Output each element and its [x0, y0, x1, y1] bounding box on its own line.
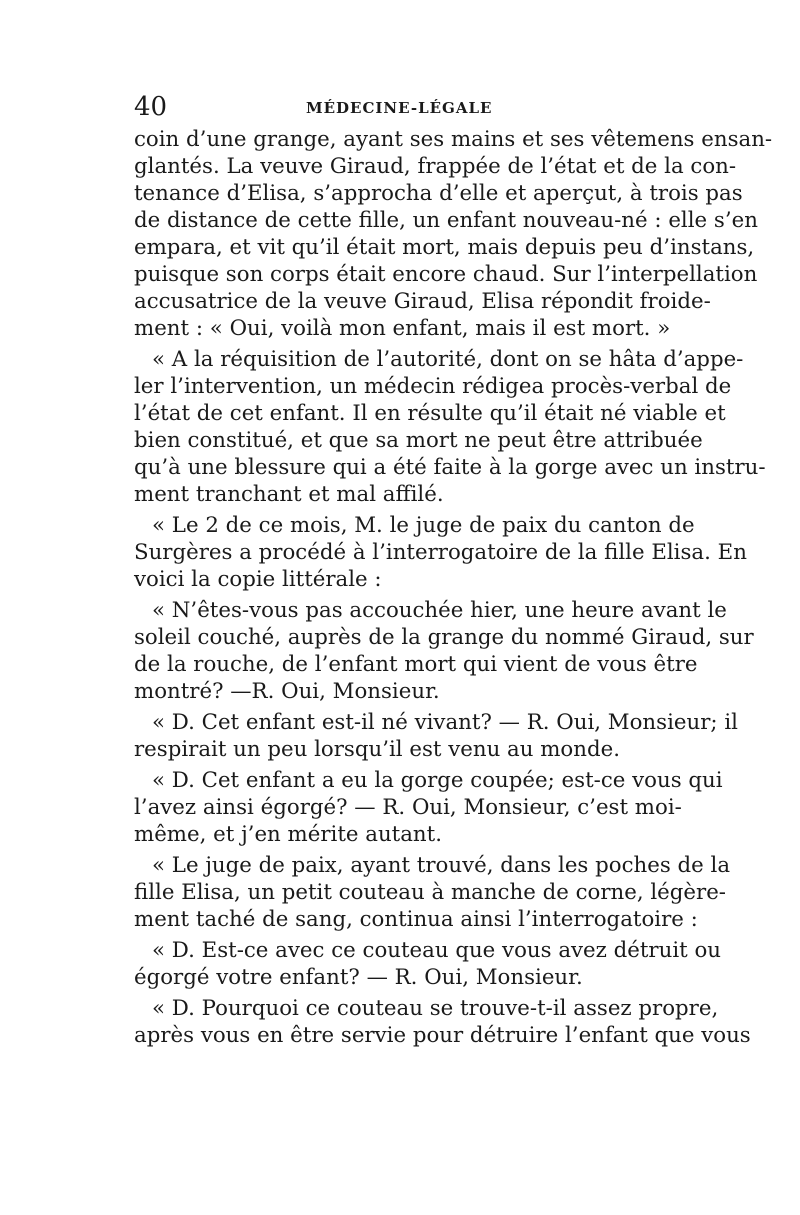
paragraph	[134, 852, 731, 933]
text-line: soleil couché, auprès de la grange du nommé Giraud, sur	[134, 625, 754, 650]
text-line: qu’à une blessure qui a été faite à la gorge avec un instru-	[134, 455, 766, 480]
text-line: après vous en être servie pour détruire l’enfant que vous	[134, 1023, 751, 1048]
text-line: « A la réquisition de l’autorité, dont on se hâta d’appe-	[152, 347, 744, 372]
paragraph	[134, 767, 723, 848]
text-line: « Le juge de paix, ayant trouvé, dans les poches de la	[152, 853, 731, 878]
text-line: empara, et vit qu’il était mort, mais depuis peu d’instans,	[134, 235, 755, 260]
paragraph	[134, 709, 738, 763]
text-line: « D. Cet enfant a eu la gorge coupée; est-ce vous qui	[152, 768, 723, 793]
paragraph	[134, 597, 754, 705]
paragraph	[134, 346, 766, 508]
text-line: « N’êtes-vous pas accouchée hier, une heure avant le	[152, 598, 727, 623]
text-line: « Le 2 de ce mois, M. le juge de paix du canton de	[152, 513, 695, 538]
text-line: respirait un peu lorsqu’il est venu au monde.	[134, 737, 620, 762]
text-line: de distance de cette fille, un enfant nouveau-né : elle s’en	[134, 208, 758, 233]
body-text	[134, 126, 773, 1053]
text-line: puisque son corps était encore chaud. Sur l’interpellation	[134, 262, 758, 287]
text-line: voici la copie littérale :	[134, 567, 382, 592]
text-line: ment taché de sang, continua ainsi l’interrogatoire :	[134, 907, 698, 932]
text-line: ment : « Oui, voilà mon enfant, mais il est mort. »	[134, 316, 671, 341]
paragraph	[134, 995, 751, 1049]
paragraph	[134, 126, 773, 342]
text-line: montré? —R. Oui, Monsieur.	[134, 679, 440, 704]
text-line: accusatrice de la veuve Giraud, Elisa répondit froide-	[134, 289, 711, 314]
text-line: l’état de cet enfant. Il en résulte qu’il était né viable et	[134, 401, 726, 426]
text-line: coin d’une grange, ayant ses mains et ses vêtemens ensan-	[134, 127, 773, 152]
text-line: tenance d’Elisa, s’approcha d’elle et aperçut, à trois pas	[134, 181, 743, 206]
text-line: même, et j’en mérite autant.	[134, 822, 442, 847]
paragraph	[134, 512, 747, 593]
paragraph	[134, 937, 722, 991]
running-head	[134, 92, 662, 122]
text-line: glantés. La veuve Giraud, frappée de l’état et de la con-	[134, 154, 737, 179]
text-line: égorgé votre enfant? — R. Oui, Monsieur.	[134, 965, 583, 990]
text-line: bien constitué, et que sa mort ne peut être attribuée	[134, 428, 703, 453]
text-line: de la rouche, de l’enfant mort qui vient de vous être	[134, 652, 698, 677]
text-line: fille Elisa, un petit couteau à manche de corne, légère-	[134, 880, 726, 905]
text-line: « D. Cet enfant est-il né vivant? — R. Oui, Monsieur; il	[152, 710, 738, 735]
running-title: MÉDECINE-LÉGALE	[306, 99, 493, 117]
text-line: ment tranchant et mal affilé.	[134, 482, 444, 507]
text-line: « D. Est-ce avec ce couteau que vous avez détruit ou	[152, 938, 722, 963]
text-line: l’avez ainsi égorgé? — R. Oui, Monsieur, c’est moi-	[134, 795, 682, 820]
text-line: Surgères a procédé à l’interrogatoire de la fille Elisa. En	[134, 540, 747, 565]
text-line: « D. Pourquoi ce couteau se trouve-t-il assez propre,	[152, 996, 719, 1021]
page-number: 40	[134, 92, 168, 122]
text-line: ler l’intervention, un médecin rédigea procès-verbal de	[134, 374, 732, 399]
